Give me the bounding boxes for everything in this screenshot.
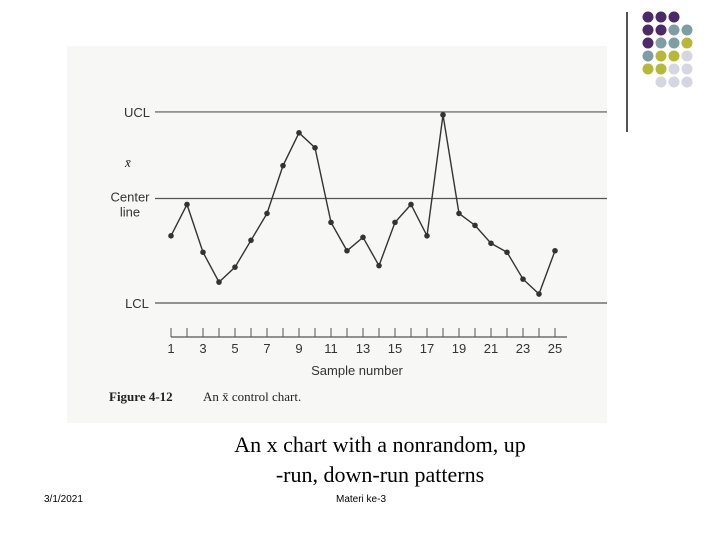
reference-line-label: LCL (125, 296, 149, 311)
x-tick-label: 7 (263, 341, 271, 356)
data-point (552, 248, 558, 254)
decorative-dot (682, 51, 693, 62)
data-point (184, 202, 190, 208)
data-point (280, 163, 286, 169)
footer-slide-label: Materi ke-3 (336, 494, 387, 505)
data-point (200, 249, 206, 255)
data-point (472, 223, 478, 229)
figure-caption: An x̄ control chart. (203, 389, 302, 404)
series-line (171, 115, 555, 294)
y-symbol: x̄ (125, 155, 131, 170)
decorative-dot (643, 64, 654, 75)
decorative-dot (669, 25, 680, 36)
data-point (312, 145, 318, 151)
decorative-dot (656, 77, 667, 88)
decorative-vertical-rule (626, 12, 628, 132)
reference-labels (110, 105, 150, 311)
slide-caption (170, 430, 590, 490)
decorative-dot (669, 51, 680, 62)
data-point (504, 249, 510, 255)
data-point (456, 211, 462, 217)
data-point (328, 220, 334, 226)
reference-line-label: UCL (123, 104, 151, 120)
slide-caption-line-2: -run, down-run patterns (275, 462, 485, 487)
x-axis-label: Sample number (311, 363, 403, 378)
data-point (232, 264, 238, 270)
data-point (424, 233, 430, 239)
x-tick-label: 21 (483, 341, 499, 356)
data-point (440, 112, 446, 118)
decorative-dot-grid (620, 10, 720, 135)
decorative-dot (682, 77, 693, 88)
decorative-dot (643, 25, 654, 36)
x-tick-label: 3 (199, 341, 207, 356)
data-point (520, 276, 526, 282)
x-tick-label: 15 (387, 341, 403, 356)
figure-number: Figure 4-12 (109, 389, 173, 404)
decorative-dot (669, 64, 680, 75)
data-point (392, 220, 398, 226)
data-point (376, 263, 382, 269)
reference-lines (155, 112, 607, 303)
decorative-dot (656, 38, 667, 49)
decorative-dot (669, 38, 680, 49)
decorative-dot (643, 12, 654, 23)
data-point (296, 130, 302, 136)
decorative-dot (643, 38, 654, 49)
x-tick-label: 25 (547, 341, 563, 356)
decorative-dot (656, 12, 667, 23)
footer-date: 3/1/2021 (44, 494, 83, 505)
data-point (248, 238, 254, 244)
decorative-dot (656, 64, 667, 75)
x-tick-label: 1 (167, 341, 175, 356)
data-point (408, 202, 414, 208)
x-tick-label: 23 (515, 341, 531, 356)
x-tick-label: 17 (419, 341, 435, 356)
data-point (264, 211, 270, 217)
reference-line-label: Center line (110, 189, 150, 220)
data-point (216, 279, 222, 285)
decorative-dot (682, 64, 693, 75)
x-axis (167, 328, 567, 356)
x-tick-label: 13 (355, 341, 371, 356)
data-point (536, 291, 542, 297)
decorative-dot (669, 77, 680, 88)
data-point (344, 248, 350, 254)
data-point (168, 233, 174, 239)
data-point (488, 240, 494, 246)
decorative-dot (656, 51, 667, 62)
data-point (360, 235, 366, 241)
slide-caption-line-1: An x chart with a nonrandom, up (234, 432, 526, 457)
decorative-dot (643, 51, 654, 62)
decorative-dot (669, 12, 680, 23)
x-tick-label: 11 (324, 341, 338, 356)
decorative-dot (656, 25, 667, 36)
x-tick-label: 19 (451, 341, 467, 356)
x-tick-label: 5 (231, 341, 239, 356)
x-tick-label: 9 (295, 341, 303, 356)
series-layer (168, 112, 558, 297)
decorative-dot (682, 38, 693, 49)
control-chart (67, 46, 607, 423)
decorative-dot (682, 25, 693, 36)
